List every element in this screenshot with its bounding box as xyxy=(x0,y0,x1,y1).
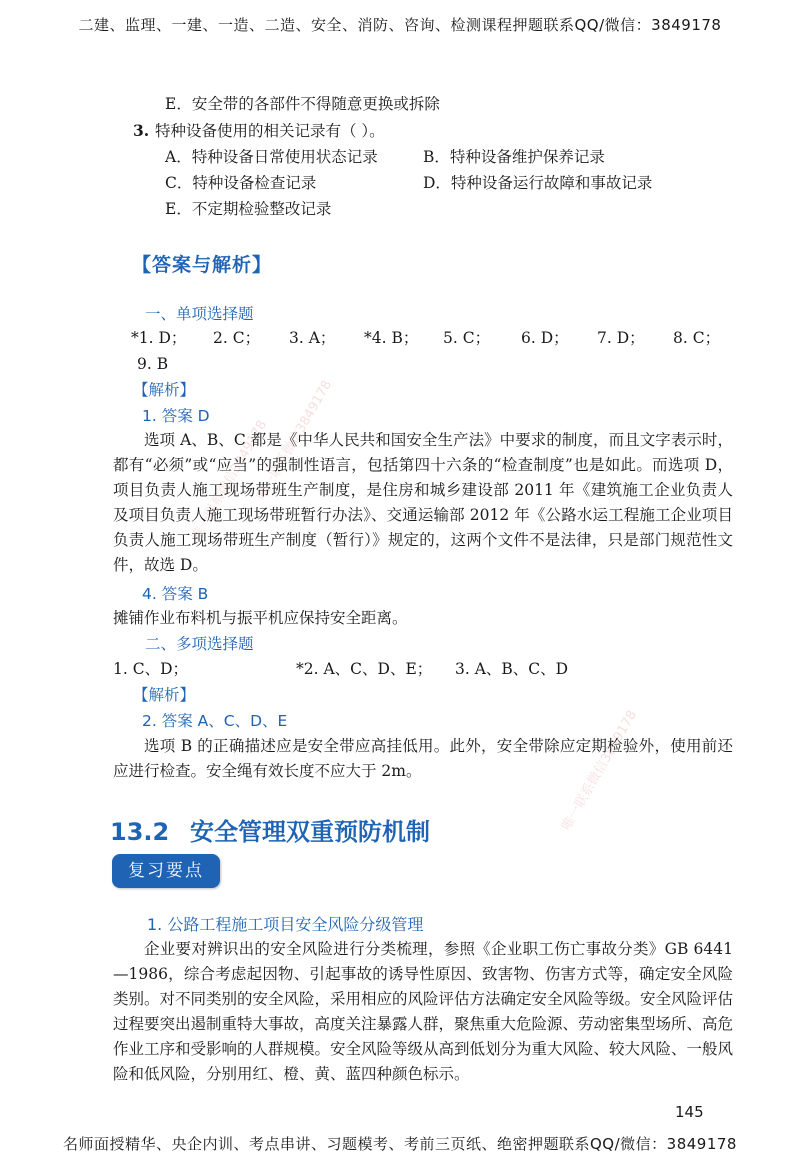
subsection-heading: 1. 公路工程施工项目安全风险分级管理 xyxy=(147,915,424,934)
answer-item: *2. A、C、D、E； xyxy=(296,660,433,678)
answer-item: 1. C、D； xyxy=(113,660,189,678)
page-number: 145 xyxy=(675,1103,704,1121)
analysis-paragraph: 选项 A、B、C 都是《中华人民共和国安全生产法》中要求的制度，而且文字表示时，都有“必须”或“应当”的强制性语言，包括第四十六条的“检查制度”也是如此。而选项 D，项目负责人施工现场带班生产制度，是住房和城乡建设部 2011 年《建筑施工企业负责人及项目负责人施工现场带班暂行办法》、交通运输部 2012 年《公路水运工程施工企业项目负责人施工现场带班生产制度（暂行）》规定的，这两个文件不是法律，只是部门规范性文件，故选 D。 xyxy=(113,431,733,574)
single-choice-heading: 一、单项选择题 xyxy=(145,305,254,323)
answers-title: 【答案与解析】 xyxy=(132,254,273,276)
answer-item: 3. A； xyxy=(289,329,336,347)
page-header: 二建、监理、一建、一造、二造、安全、消防、咨询、检测课程押题联系QQ/微信：3849178 xyxy=(78,16,722,34)
multi-choice-heading: 二、多项选择题 xyxy=(145,635,254,653)
answer-item: 8. C； xyxy=(673,329,721,347)
section-number: 13.2 xyxy=(110,818,170,846)
answer-item: 9. B xyxy=(137,355,169,373)
answer-item: *1. D； xyxy=(131,329,187,347)
section-title-text: 安全管理双重预防机制 xyxy=(190,818,430,846)
answer-item: 6. D； xyxy=(521,329,569,347)
section-paragraph: 企业要对辨识出的安全风险进行分类梳理，参照《企业职工伤亡事故分类》GB 6441—1986，综合考虑起因物、引起事故的诱导性原因、致害物、伤害方式等，确定安全风险类别。对不同类别的安全风险，采用相应的风险评估方法确定安全风险等级。安全风险评估过程要突出遏制重特大事故，高度关注暴露人群，聚焦重大危险源、劳动密集型场所、高危作业工序和受影响的人群规模。安全风险等级从高到低划分为重大风险、较大风险、一般风险和低风险，分别用红、橙、黄、蓝四种颜色标示。 xyxy=(113,940,734,1083)
option-b: B．特种设备维护保养记录 xyxy=(423,148,605,166)
analysis-label: 【解析】 xyxy=(133,381,196,399)
answer-heading: 1. 答案 D xyxy=(142,407,210,425)
answer-item: 5. C； xyxy=(443,329,491,347)
answer-item: 2. C； xyxy=(213,329,261,347)
analysis-label: 【解析】 xyxy=(133,686,196,704)
answer-heading: 4. 答案 B xyxy=(142,585,209,603)
answer-item: 3. A、B、C、D xyxy=(455,660,569,678)
page-footer: 名师面授精华、央企内训、考点串讲、习题模考、考前三页纸、绝密押题联系QQ/微信：3849178 xyxy=(63,1135,737,1153)
answer-item: 7. D； xyxy=(597,329,645,347)
option-a: A．特种设备日常使用状态记录 xyxy=(165,148,378,166)
option-e: E．不定期检验整改记录 xyxy=(165,200,332,218)
question-number: 3. xyxy=(133,121,150,140)
section-title xyxy=(110,812,430,847)
review-points-badge: 复习要点 xyxy=(112,854,220,888)
watermark: 唯一联系微信3849178 xyxy=(559,707,641,834)
option-d: D．特种设备运行故障和事故记录 xyxy=(423,174,653,192)
answer-item: *4. B； xyxy=(364,329,419,347)
option-c: C．特种设备检查记录 xyxy=(165,174,317,192)
question-stem: 特种设备使用的相关记录有（ ）。 xyxy=(155,122,385,140)
watermark: 唯一联系微信3849178 xyxy=(189,417,271,544)
analysis-paragraph: 选项 B 的正确描述应是安全带应高挂低用。此外，安全带除应定期检验外，使用前还应进行检查。安全绳有效长度不应大于 2m。 xyxy=(113,737,733,780)
option-e-previous: E．安全带的各部件不得随意更换或拆除 xyxy=(165,95,440,113)
analysis-text: 摊铺作业布料机与振平机应保持安全距离。 xyxy=(113,609,408,627)
watermark: 唯一联系微信3849178 xyxy=(254,377,336,504)
answer-heading: 2. 答案 A、C、D、E xyxy=(142,712,288,730)
